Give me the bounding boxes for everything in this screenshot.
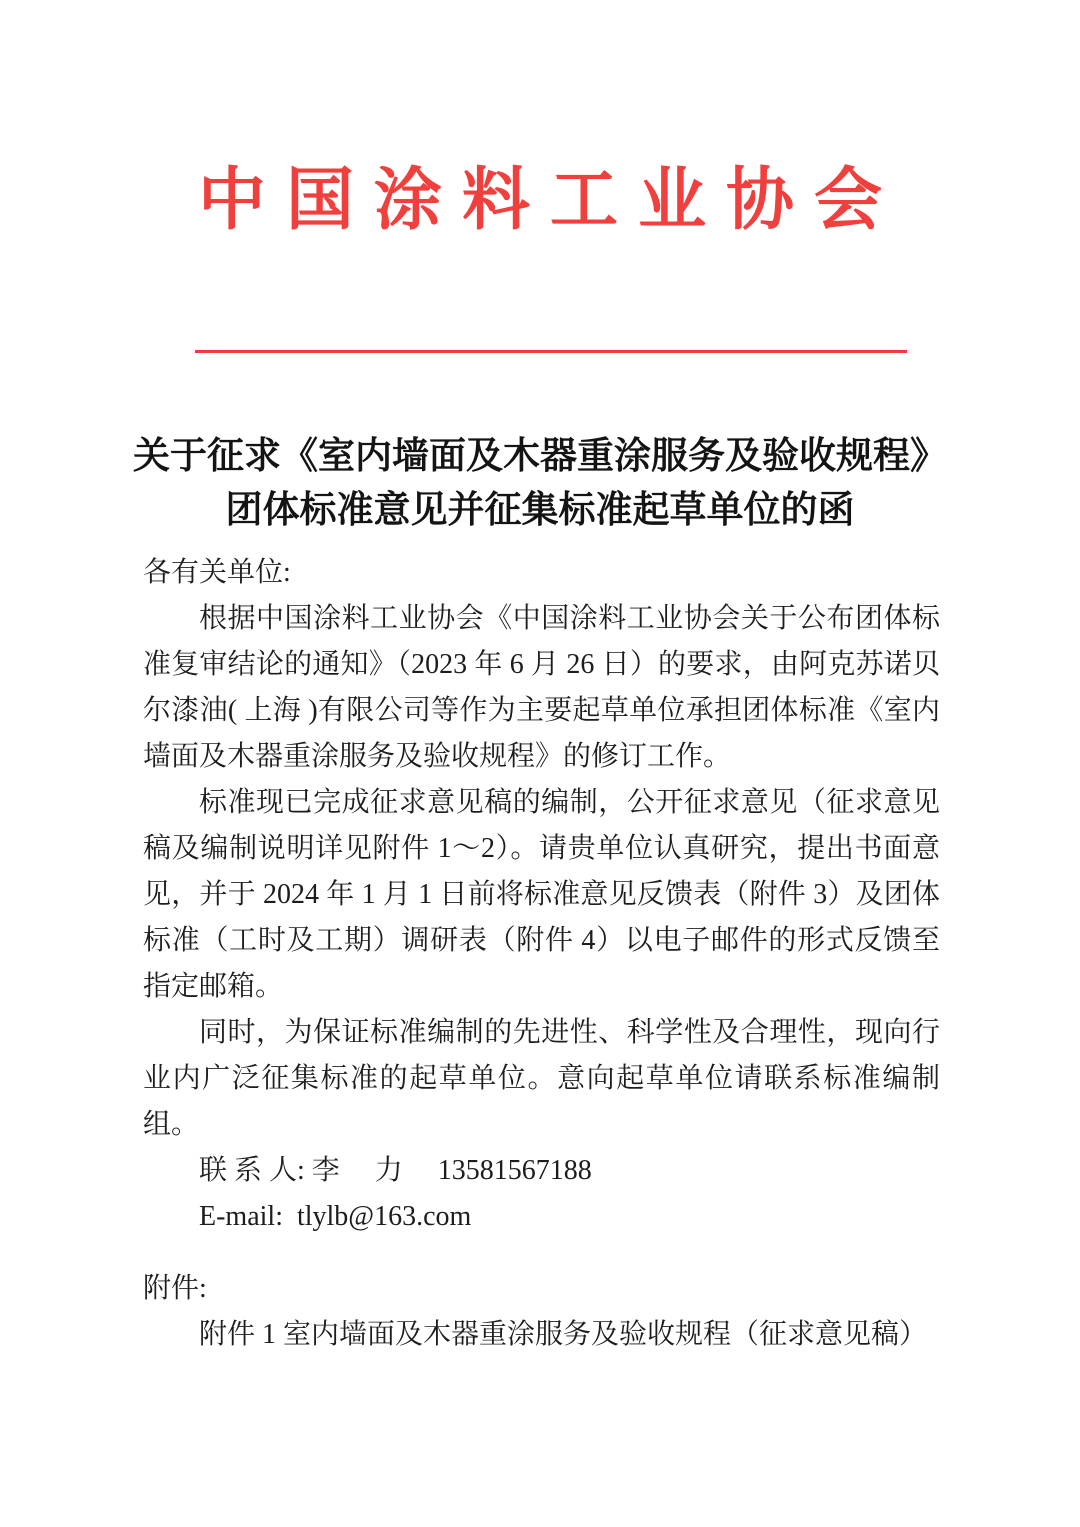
letter-body	[143, 550, 940, 1358]
letterhead-divider-line	[195, 350, 907, 353]
document-title-line-1: 关于征求《室内墙面及木器重涂服务及验收规程》	[133, 436, 947, 477]
paragraph-basis: 根据中国涂料工业协会《中国涂料工业协会关于公布团体标准复审结论的通知》（2023 年 6 月 26 日）的要求，由阿克苏诺贝尔漆油( 上海 )有限公司等作为主要起草单位承担团体标准《室内墙面及木器重涂服务及验收规程》的修订工作。	[143, 603, 940, 772]
paragraph-comment-request: 标准现已完成征求意见稿的编制，公开征求意见（征求意见稿及编制说明详见附件 1～2）。请贵单位认真研究，提出书面意见，并于 2024 年 1 月 1 日前将标准意见反馈表（附件 3）及团体标准（工时及工期）调研表（附件 4）以电子邮件的形式反馈至指定邮箱。	[143, 787, 940, 1002]
document-title	[60, 430, 1020, 538]
attachments-label: 附件:	[143, 1273, 207, 1304]
contact-person-line: 联 系 人: 李 力 13581567188	[199, 1155, 592, 1186]
letterhead-title: 中国涂料工业协会	[197, 162, 902, 238]
attachments-section	[143, 1266, 940, 1358]
salutation: 各有关单位:	[143, 557, 291, 588]
paragraph-drafting-units: 同时，为保证标准编制的先进性、科学性及合理性，现向行业内广泛征集标准的起草单位。意向起草单位请联系标准编制组。	[143, 1017, 940, 1140]
contact-email-line: E-mail: tlylb@163.com	[199, 1201, 472, 1232]
attachment-item-1: 附件 1 室内墙面及木器重涂服务及验收规程（征求意见稿）	[199, 1319, 928, 1350]
document-title-line-2: 团体标准意见并征集标准起草单位的函	[225, 490, 855, 531]
